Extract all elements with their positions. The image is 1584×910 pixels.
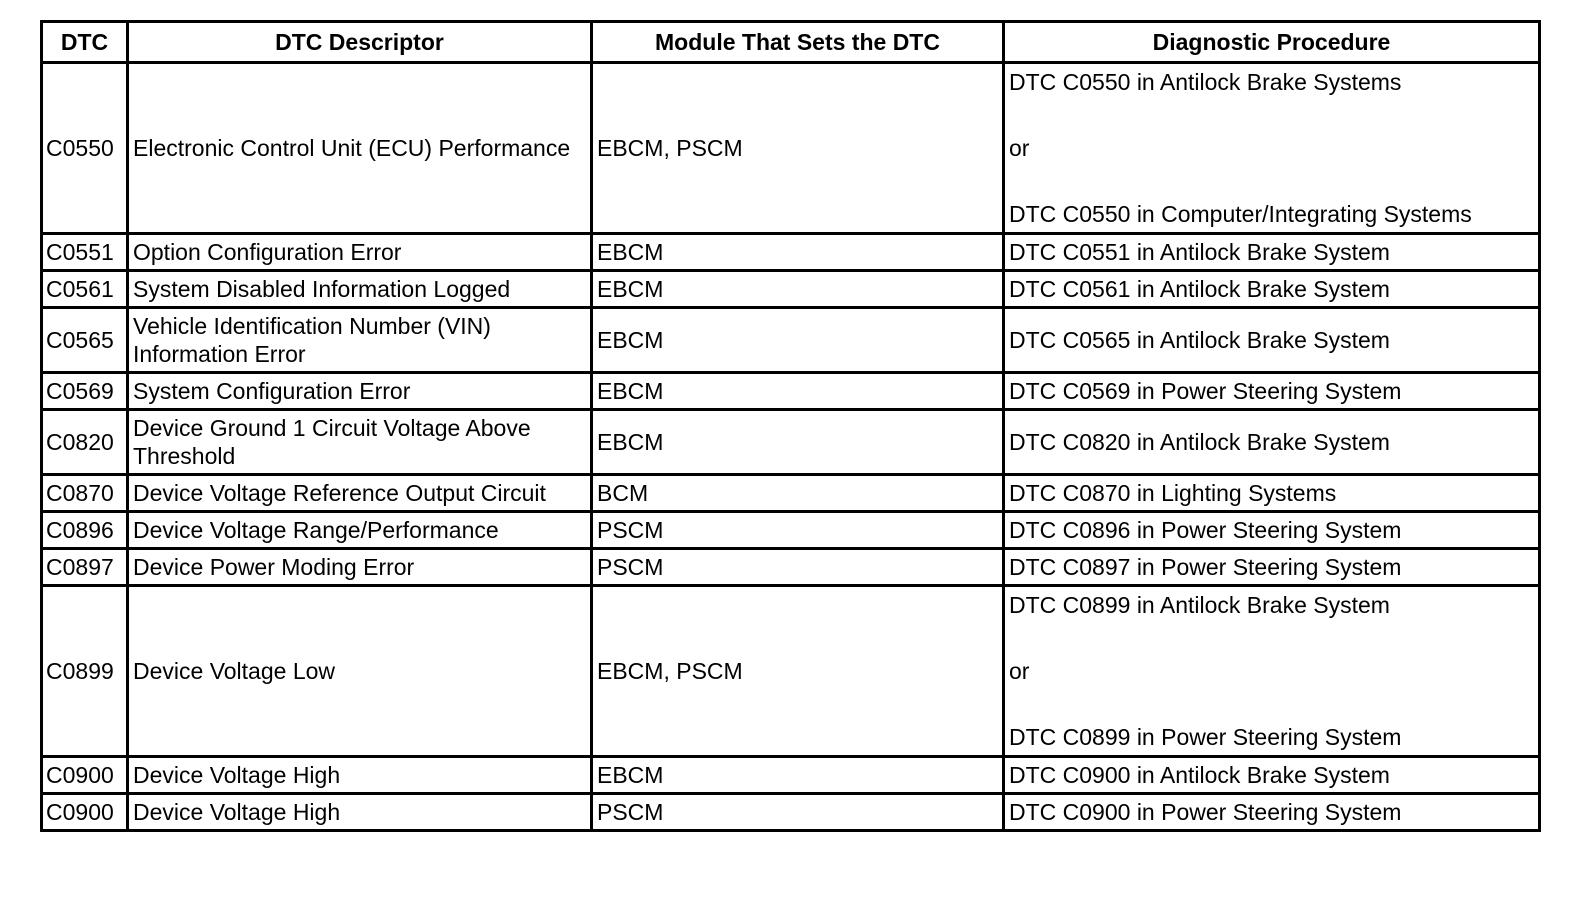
- procedure-or: or: [1009, 135, 1030, 161]
- procedure-link[interactable]: DTC C0550 in Antilock Brake Systems: [1009, 69, 1402, 95]
- cell-procedure: [1004, 234, 1540, 271]
- procedure-link[interactable]: DTC C0550 in Computer/Integrating Systems: [1009, 201, 1472, 227]
- cell-descriptor: Option Configuration Error: [128, 234, 592, 271]
- cell-descriptor: Electronic Control Unit (ECU) Performance: [128, 63, 592, 234]
- cell-procedure: [1004, 586, 1540, 757]
- cell-descriptor: Device Voltage Range/Performance: [128, 512, 592, 549]
- procedure-link[interactable]: DTC C0896 in Power Steering System: [1009, 517, 1402, 543]
- procedure-link[interactable]: DTC C0899 in Antilock Brake System: [1009, 592, 1390, 618]
- cell-descriptor: Device Voltage High: [128, 757, 592, 794]
- table-row: [42, 794, 1540, 831]
- cell-procedure: [1004, 308, 1540, 373]
- cell-descriptor: Device Voltage Low: [128, 586, 592, 757]
- cell-procedure: [1004, 794, 1540, 831]
- procedure-link[interactable]: DTC C0899 in Power Steering System: [1009, 724, 1402, 750]
- cell-descriptor: Vehicle Identification Number (VIN) Information Error: [128, 308, 592, 373]
- cell-procedure: [1004, 271, 1540, 308]
- table-row: [42, 234, 1540, 271]
- cell-module: BCM: [592, 475, 1004, 512]
- cell-module: EBCM, PSCM: [592, 63, 1004, 234]
- procedure-link[interactable]: DTC C0897 in Power Steering System: [1009, 554, 1402, 580]
- cell-descriptor: System Disabled Information Logged: [128, 271, 592, 308]
- header-row: [42, 22, 1540, 63]
- cell-dtc: C0551: [42, 234, 128, 271]
- cell-module: EBCM: [592, 373, 1004, 410]
- header-module: Module That Sets the DTC: [592, 22, 1004, 63]
- procedure-link[interactable]: DTC C0565 in Antilock Brake System: [1009, 327, 1390, 353]
- cell-procedure: [1004, 549, 1540, 586]
- table-row: [42, 475, 1540, 512]
- cell-module: PSCM: [592, 794, 1004, 831]
- cell-module: EBCM: [592, 757, 1004, 794]
- header-procedure: Diagnostic Procedure: [1004, 22, 1540, 63]
- cell-dtc: C0550: [42, 63, 128, 234]
- table-row: [42, 586, 1540, 757]
- cell-dtc: C0896: [42, 512, 128, 549]
- cell-dtc: C0561: [42, 271, 128, 308]
- table-row: [42, 549, 1540, 586]
- table-row: [42, 308, 1540, 373]
- procedure-link[interactable]: DTC C0561 in Antilock Brake System: [1009, 276, 1390, 302]
- procedure-link[interactable]: DTC C0820 in Antilock Brake System: [1009, 429, 1390, 455]
- cell-module: PSCM: [592, 512, 1004, 549]
- table-body: [42, 63, 1540, 831]
- cell-procedure: [1004, 373, 1540, 410]
- cell-procedure: [1004, 63, 1540, 234]
- cell-descriptor: Device Power Moding Error: [128, 549, 592, 586]
- cell-dtc: C0900: [42, 757, 128, 794]
- cell-descriptor: Device Voltage Reference Output Circuit: [128, 475, 592, 512]
- cell-module: EBCM: [592, 271, 1004, 308]
- cell-dtc: C0899: [42, 586, 128, 757]
- cell-dtc: C0900: [42, 794, 128, 831]
- procedure-link[interactable]: DTC C0900 in Power Steering System: [1009, 799, 1402, 825]
- cell-module: PSCM: [592, 549, 1004, 586]
- dtc-table: [40, 20, 1541, 832]
- table-row: [42, 373, 1540, 410]
- cell-dtc: C0820: [42, 410, 128, 475]
- cell-dtc: C0870: [42, 475, 128, 512]
- procedure-link[interactable]: DTC C0900 in Antilock Brake System: [1009, 762, 1390, 788]
- cell-descriptor: System Configuration Error: [128, 373, 592, 410]
- table-row: [42, 410, 1540, 475]
- cell-procedure: [1004, 757, 1540, 794]
- cell-descriptor: Device Voltage High: [128, 794, 592, 831]
- table-header: [42, 22, 1540, 63]
- cell-module: EBCM: [592, 234, 1004, 271]
- cell-descriptor: Device Ground 1 Circuit Voltage Above Threshold: [128, 410, 592, 475]
- cell-module: EBCM: [592, 308, 1004, 373]
- cell-procedure: [1004, 475, 1540, 512]
- header-dtc: DTC: [42, 22, 128, 63]
- cell-dtc: C0897: [42, 549, 128, 586]
- cell-dtc: C0569: [42, 373, 128, 410]
- procedure-or: or: [1009, 658, 1030, 684]
- table-row: [42, 512, 1540, 549]
- procedure-link[interactable]: DTC C0569 in Power Steering System: [1009, 378, 1402, 404]
- table-row: [42, 271, 1540, 308]
- cell-procedure: [1004, 410, 1540, 475]
- cell-procedure: [1004, 512, 1540, 549]
- cell-module: EBCM: [592, 410, 1004, 475]
- procedure-link[interactable]: DTC C0870 in Lighting Systems: [1009, 480, 1337, 506]
- table-row: [42, 757, 1540, 794]
- table-row: [42, 63, 1540, 234]
- procedure-link[interactable]: DTC C0551 in Antilock Brake System: [1009, 239, 1390, 265]
- cell-dtc: C0565: [42, 308, 128, 373]
- header-descriptor: DTC Descriptor: [128, 22, 592, 63]
- cell-module: EBCM, PSCM: [592, 586, 1004, 757]
